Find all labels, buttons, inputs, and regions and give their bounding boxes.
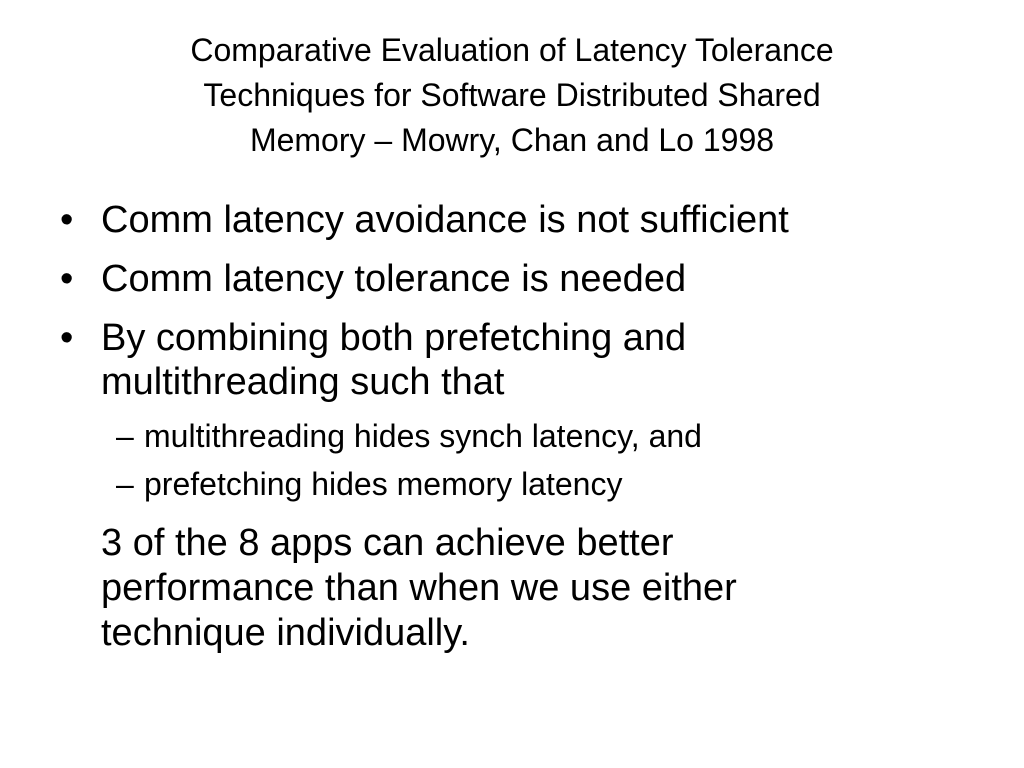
title-line: Techniques for Software Distributed Shared [203,77,821,113]
bullet-text: By combining both prefetching and [101,317,687,359]
bullet-marker: • [60,258,74,300]
title-line: Comparative Evaluation of Latency Tolerance [190,32,834,68]
bullet-marker: • [60,317,74,359]
sub-bullet-text: multithreading hides synch latency, and [144,418,702,454]
sub-bullet-item [56,417,976,455]
sub-bullet-item [56,465,976,503]
bullet-text: multithreading such that [101,361,505,403]
bullet-text: Comm latency tolerance is needed [101,258,687,300]
conclusion-line: technique individually. [101,612,470,654]
sub-bullet-marker: – [116,418,134,454]
slide-body [56,198,976,656]
title-line: Memory – Mowry, Chan and Lo 1998 [249,122,775,158]
sub-bullet-text: prefetching hides memory latency [144,466,623,502]
conclusion-line: performance than when we use either [101,567,737,609]
slide-title [60,28,964,163]
bullet-marker: • [60,199,74,241]
conclusion-paragraph [56,521,976,656]
bullet-text: Comm latency avoidance is not sufficient [101,199,789,241]
sub-bullet-marker: – [116,466,134,502]
bullet-item [56,316,976,404]
bullet-item [56,198,976,242]
conclusion-line: 3 of the 8 apps can achieve better [101,522,674,564]
bullet-item [56,257,976,301]
